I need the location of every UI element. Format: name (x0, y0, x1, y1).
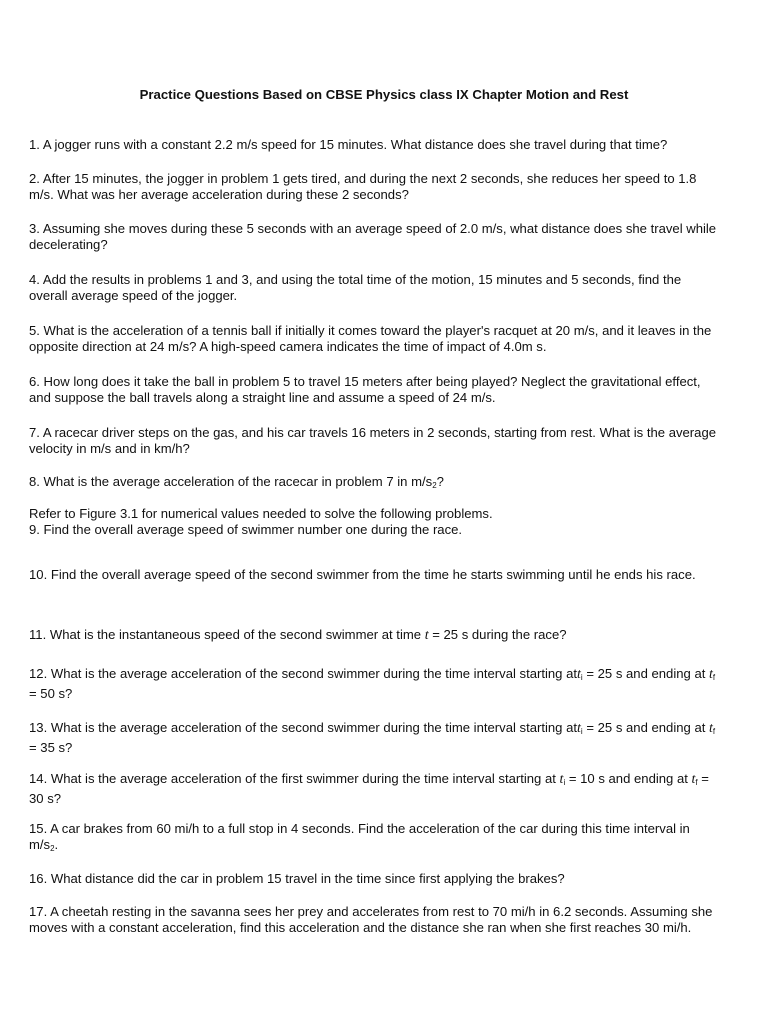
question-13-ti: t (577, 721, 581, 736)
question-12-ti: t (577, 667, 581, 682)
question-9: 9. Find the overall average speed of swimmer number one during the race. (29, 522, 463, 537)
question-14-end: = 30 s? (29, 771, 709, 806)
question-15-text: 15. A car brakes from 60 mi/h to a full stop in 4 seconds. Find the acceleration of the car during this time interval in m/s (29, 821, 690, 852)
question-13 (29, 720, 719, 756)
question-16: 16. What distance did the car in problem 15 travel in the time since first applying the brakes? (29, 871, 565, 886)
question-14 (29, 771, 719, 807)
question-13-text: 13. What is the average acceleration of the second swimmer during the time interval starting at (29, 720, 578, 735)
question-12-ti-sub: i (580, 673, 583, 682)
question-13-mid: = 25 s and ending at (582, 720, 710, 735)
question-14-text: 14. What is the average acceleration of the first swimmer during the time interval starting at (29, 771, 560, 786)
question-12-end: = 50 s? (29, 686, 73, 701)
question-14-tf-sub: f (695, 778, 698, 787)
question-12 (29, 666, 719, 702)
document-title: Practice Questions Based on CBSE Physics class IX Chapter Motion and Rest (139, 87, 629, 102)
question-8-text: 8. What is the average acceleration of the racecar in problem 7 in m/s (29, 474, 433, 489)
refer-note: Refer to Figure 3.1 for numerical values needed to solve the following problems. (29, 506, 493, 521)
question-8-end: ? (436, 474, 444, 489)
question-13-ti-sub: i (580, 727, 583, 736)
question-6: 6. How long does it take the ball in problem 5 to travel 15 meters after being played? Neglect the gravitational effect, and suppose the ball travels along a straight line and assume a speed of 24 m/s. (29, 374, 701, 405)
question-15-end: . (54, 837, 59, 852)
question-8-exponent: 2 (432, 481, 437, 490)
question-7: 7. A racecar driver steps on the gas, and his car travels 16 meters in 2 seconds, starting from rest. What is the average velocity in m/s and in km/h? (29, 425, 717, 456)
question-12-mid: = 25 s and ending at (582, 666, 710, 681)
question-4: 4. Add the results in problems 1 and 3, and using the total time of the motion, 15 minutes and 5 seconds, find the overall average speed of the jogger. (29, 272, 682, 303)
question-13-tf: t (709, 721, 713, 736)
question-1: 1. A jogger runs with a constant 2.2 m/s speed for 15 minutes. What distance does she travel during that time? (29, 137, 668, 152)
question-11-end: = 25 s during the race? (428, 627, 567, 642)
question-13-tf-sub: f (712, 727, 716, 736)
question-5: 5. What is the acceleration of a tennis ball if initially it comes toward the player's racquet at 20 m/s, and it leaves in the opposite direction at 24 m/s? A high-speed camera indicates the time of impact of 4.0m s. (29, 323, 712, 354)
question-12-tf: t (709, 667, 713, 682)
question-11-var: t (424, 628, 429, 643)
question-10: 10. Find the overall average speed of the second swimmer from the time he starts swimming until he ends his race. (29, 567, 696, 582)
question-15-exponent: 2 (50, 844, 55, 853)
question-3: 3. Assuming she moves during these 5 seconds with an average speed of 2.0 m/s, what distance does she travel while decelerating? (29, 221, 717, 252)
question-11 (29, 627, 719, 644)
question-14-tf: t (691, 772, 696, 787)
question-14-ti: t (559, 772, 564, 787)
question-11-text: 11. What is the instantaneous speed of the second swimmer at time (29, 627, 425, 642)
question-17: 17. A cheetah resting in the savanna sees her prey and accelerates from rest to 70 mi/h in 6.2 seconds. Assuming she moves with a constant acceleration, find this acceleration and the distance she ran when she first reaches 30 mi/h. (29, 904, 713, 935)
question-14-ti-sub: i (563, 778, 566, 787)
question-13-end: = 35 s? (29, 740, 73, 755)
question-8 (29, 474, 719, 494)
question-15 (29, 821, 719, 857)
question-12-text: 12. What is the average acceleration of the second swimmer during the time interval starting at (29, 666, 578, 681)
question-2: 2. After 15 minutes, the jogger in problem 1 gets tired, and during the next 2 seconds, she reduces her speed to 1.8 m/s. What was her average acceleration during these 2 seconds? (29, 171, 697, 202)
question-14-mid: = 10 s and ending at (565, 771, 692, 786)
question-12-tf-sub: f (712, 673, 716, 682)
